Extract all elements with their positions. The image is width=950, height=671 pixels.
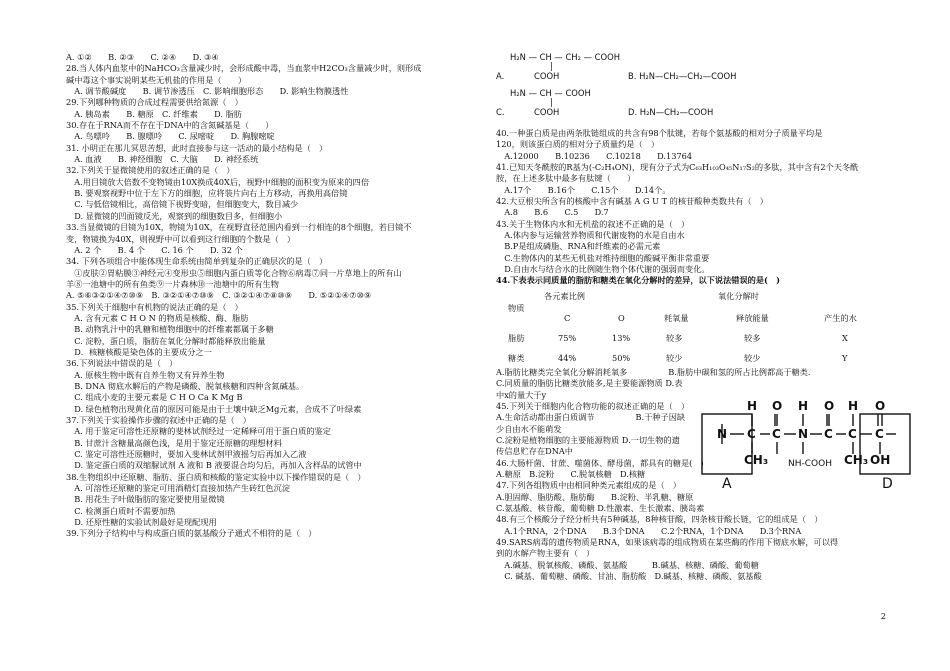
- q39-c-bottom: COOH: [534, 107, 560, 117]
- q39-a-label: A.: [496, 71, 505, 81]
- text-line: C.氨基酸、核苷酸、葡萄糖 D.性激素、生长激素、胰岛素: [496, 502, 705, 513]
- text-line: A. 用于鉴定可溶性还原糖的斐林试剂经过一定稀释可用于蛋白质的鉴定: [66, 426, 331, 437]
- text-line: 46.大肠杆菌、甘蔗、噬菌体、酵母菌，都具有的糖是( ): [496, 457, 704, 468]
- q39-b: B. H₂N—CH₂—CH₂—COOH: [628, 71, 737, 81]
- text-line: ①皮肤②胃粘膜③神经元④变形虫⑤细胞内蛋白质等化合物⑥病毒⑦同一片草地上的所有山: [66, 267, 402, 278]
- text-line: 37.下列关于实验操作步骤的叙述中正确的是（ ）: [66, 415, 251, 425]
- text-line: A. 鸟嘌呤 B. 腺嘌呤 C. 尿嘧啶 D. 胸腺嘧啶: [66, 131, 275, 142]
- text-line: A.生命活动都由蛋白质调节 B.干种子因缺: [496, 412, 686, 423]
- text-line: A.脂肪比糖类完全氧化分解消耗氧多 B.脂肪中碳和氢的所占比例都高于糖类.: [496, 366, 811, 377]
- text-line: A. 原核生物中既有自养生物又有异养生物: [66, 369, 225, 380]
- text-line: 33.当显微镜的目镜为10X，物镜为10X，在视野直径范围内看到一行相连的8个细胞，若目镜不: [66, 222, 412, 233]
- text-line: 中x的量大于y: [496, 389, 547, 400]
- text-line: 29.下列哪种物质的合成过程需要供给氮源（ ）: [66, 97, 243, 108]
- text-line: 少自由水不能萌发: [496, 423, 562, 434]
- text-line: 49.SARS病毒的遗传物质是RNA，如果该病毒的组成物质在某些酶的作用下彻底水解，可以得: [496, 536, 839, 547]
- text-line: 36.下列说法中错误的是（ ）: [66, 358, 178, 369]
- r2-oxygen: 较少: [666, 352, 683, 363]
- atom-h-3: H: [848, 399, 859, 413]
- q39-option-ab: H₂N — CH — CH₂ — COOH | COOH A. B. H₂N—CH₂—CH₂—COOH: [496, 52, 737, 81]
- text-line: D. 显微镜的凹面镜反光，观察到的细胞数目多，但细胞小: [66, 210, 283, 221]
- text-line: D.自由水与结合水的比例随生物个体代谢的强弱而变化。: [496, 264, 710, 275]
- text-line: A.12000 B.10236 C.10218 D.13764: [496, 150, 693, 161]
- text-line: C. 碱基、葡萄糖、磷酸、甘油、脂肪酸 D.碱基、核糖、磷酸、氨基酸: [496, 571, 762, 581]
- text-line: 45.下列关于细胞内化合物功能的叙述正确的是（ ）: [496, 400, 690, 411]
- label-a: A: [722, 476, 732, 492]
- text-line: A. 可溶性还原糖的鉴定可用酒精灯直接加热产生砖红色沉淀: [66, 483, 290, 494]
- text-line: 羊⑧一池塘中的所有鱼类⑨一片森林⑩一池塘中的所有生物: [66, 278, 279, 289]
- th-energy: 释放能量: [736, 312, 769, 323]
- atom-c-1: C: [747, 427, 756, 441]
- r1-c: 75%: [558, 332, 577, 343]
- text-line: 胺，在上述多肽中最多有肽键（ ）: [496, 173, 636, 184]
- text-line: A.17个 B.16个 C.15个 D.14个。: [496, 184, 671, 195]
- text-line: 39.下列分子结构中与构成蛋白质的氨基酸分子通式不相符的是（ ）: [66, 528, 317, 539]
- atom-o-2: O: [824, 399, 835, 413]
- text-line: A.体内参与运输营养物质和代谢废物的水是自由水: [496, 230, 685, 241]
- text-line: C. 鉴定可溶性还原糖时，要加入斐林试剂甲液摇匀后再加入乙液: [66, 449, 307, 460]
- text-line: 传信息贮存在DNA中: [496, 446, 573, 457]
- text-line: A. 调节酸碱度 B. 调节渗透压 C. 影响细胞形态 D. 影响生物膜透性: [66, 86, 349, 97]
- right-column: [496, 52, 906, 582]
- r1-o: 13%: [612, 332, 631, 343]
- text-line: C. 组成小麦的主要元素是 C H O Ca K Mg B: [66, 392, 243, 403]
- text-line: A.1个RNA，2个DNA B.3个DNA C.2个RNA，1个DNA D.3个RNA: [496, 525, 802, 536]
- text-line: A.碱基、脱氧核酸、磷酸、氨基酸 B.碱基、核糖、磷酸、葡萄糖: [496, 559, 759, 570]
- r1-oxygen: 较多: [666, 332, 683, 343]
- atom-c-2: C: [772, 427, 781, 441]
- text-line: B.P是组成磷脂、RNA和纤维素的必需元素: [496, 241, 661, 252]
- r1-name: 脂肪: [508, 332, 525, 343]
- q39-d: D. H₂N—CH₂—COOH: [628, 107, 714, 117]
- text-line: A. 2 个 B. 4 个 C. 16 个 D. 32 个: [66, 244, 243, 255]
- r2-energy: 较少: [744, 352, 761, 363]
- th-elements: 各元素比例: [544, 290, 585, 301]
- group-oh: OH: [870, 453, 891, 467]
- text-line: 30.存在于RNA而不存在于DNA中的含氮碱基是（ ）: [66, 120, 274, 131]
- text-line: A. ①② B. ②③ C. ②④ D. ③④: [66, 52, 219, 62]
- th-c: C: [564, 312, 571, 323]
- text-line: 41.已知天冬酰胺的R基为(-C₂H₄ON)，现有分子式为C₆₃H₁₀₃O₄₅N₁₇S₂的多肽，其中含有2个天冬酰: [496, 162, 859, 173]
- text-line: 34. 下列各项组合中能体现生命系统由简单到复杂的正确层次的是（ ）: [66, 256, 328, 267]
- text-line: 31. 小明正在那儿冥思苦想，此时直接参与这一活动的最小结构是（ ）: [66, 142, 328, 153]
- text-line: A.用目镜放大倍数不变物镜由10X换成40X后，视野中细胞的面积变为原来的四倍: [66, 176, 370, 187]
- label-d: D: [882, 476, 893, 492]
- text-line: 38.生物组织中还原糖、脂肪、蛋白质和核酸的鉴定实验中以下操作错误的是（ ）: [66, 471, 366, 482]
- th-substance: 物质: [508, 302, 525, 313]
- right-middle-questions: [496, 128, 906, 275]
- text-line: D. 还原性糖的实验试剂最好是现配现用: [66, 517, 217, 528]
- text-line: D. 鉴定蛋白质的双缩脲试剂 A 液和 B 液要混合均匀后，再加入含样品的试管中: [66, 460, 362, 471]
- text-line: 120，则该蛋白质的相对分子质量约是（ ）: [496, 139, 660, 150]
- text-line: B. 动物乳汁中的乳糖和植物细胞中的纤维素都属于多糖: [66, 324, 274, 335]
- text-line: C. 与低倍镜相比，高倍镜下视野变暗，但细胞变大，数目减少: [66, 199, 299, 210]
- atom-h-1: H: [747, 399, 758, 413]
- r2-water: Y: [842, 352, 848, 363]
- group-ch3-2: CH₃: [844, 453, 869, 467]
- text-line: 32.下列关于显微镜使用的叙述正确的是（ ）: [66, 165, 235, 176]
- q44-table: [496, 287, 906, 365]
- group-nh-cooh: NH-COOH: [788, 459, 832, 469]
- text-line: C. 检测蛋白质时不需要加热: [66, 505, 176, 516]
- atom-h-2: H: [798, 399, 809, 413]
- page-number: 2: [880, 612, 886, 621]
- text-line: 28.当人体内血浆中的NaHCO₃含量减少时，会形成酸中毒，当血浆中H2CO₃含量减少时，则形成: [66, 63, 422, 74]
- th-o: O: [618, 312, 625, 323]
- left-column: [66, 52, 476, 540]
- text-line: 43.关于生物体内水和无机盐的叙述不正确的是（ ）: [496, 218, 690, 229]
- q44-stem: 44.下表表示同质量的脂肪和糖类在氧化分解时的差异，以下说法错误的是( ): [496, 275, 780, 286]
- text-line: A.8 B.6 C.5 D.7: [496, 207, 609, 218]
- q39-c-label: C.: [496, 107, 505, 117]
- text-line: B. 甘蔗汁含糖量高颜色浅，是用于鉴定还原糖的理想材料: [66, 437, 282, 448]
- atom-n-2: N: [798, 427, 809, 441]
- group-ch3-1: CH₃: [744, 453, 769, 467]
- text-line: A.胆固醇、脂肪酸、脂肪酶 B.淀粉、半乳糖、糖原: [496, 491, 694, 502]
- text-line: 碱中毒这个事实说明某些无机盐的作用是（ ）: [66, 74, 247, 85]
- text-line: B. 用花生子叶做脂肪的鉴定要使用显微镜: [66, 494, 225, 505]
- text-line: A. ⑤⑥③②①④⑦⑩⑨ B. ③②①④⑦⑩⑨ C. ③②①④⑦⑧⑩⑨ D. ⑤②①④⑦⑩⑨: [66, 290, 372, 301]
- text-line: 42.大豆根尖所含有的核酸中含有碱基 A G U T 的核苷酸种类数共有（ ）: [496, 196, 768, 207]
- text-line: C.生物体内的某些无机盐对维持细胞的酸碱平衡非常重要: [496, 252, 710, 263]
- text-line: 到的水解产物主要有（ ）: [496, 548, 595, 559]
- text-line: B. 要观察视野中位于左下方的细胞，应将装片向右上方移动，再换用高倍镜: [66, 188, 348, 199]
- th-water: 产生的水: [824, 312, 857, 323]
- text-line: C. 淀粉，蛋白质，脂肪在氧化分解时都能释放出能量: [66, 335, 266, 346]
- r2-name: 糖类: [508, 352, 525, 363]
- atom-o-1: O: [772, 399, 783, 413]
- q39-option-cd: H₂N — CH — COOH | COOH C. D. H₂N—CH₂—COOH: [496, 88, 714, 117]
- text-line: 35.下列关于细胞中有机物的说法正确的是（ ）: [66, 301, 243, 312]
- th-oxidation: 氧化分解时: [718, 290, 759, 301]
- text-line: A. 含有元素 C H O N 的物质是核酸、酶、脂肪: [66, 312, 249, 323]
- text-line: 变，物镜换为40X，则视野中可以看到这行细胞的个数是（ ）: [66, 233, 296, 244]
- r1-energy: 较多: [744, 332, 761, 343]
- r2-o: 50%: [612, 352, 631, 363]
- text-line: A. 血液 B. 神经细胞 C. 大脑 D. 神经系统: [66, 154, 259, 165]
- q39-c-top: H₂N — CH — COOH: [510, 88, 591, 98]
- text-line: 47.下列各组物质中由相同种类元素组成的是（ ）: [496, 480, 681, 491]
- text-line: A.糖原 B.淀粉 C.脱氧核糖 D.核糖: [496, 468, 646, 479]
- q39-a-top: H₂N — CH — CH₂ — COOH: [510, 52, 620, 62]
- atom-c-5: C: [875, 427, 884, 441]
- th-oxygen: 耗氧量: [664, 312, 689, 323]
- r1-water: X: [842, 332, 848, 343]
- text-line: B. DNA 彻底水解后的产物是磷酸、脱氧核糖和四种含氮碱基。: [66, 380, 305, 391]
- text-line: A. 胰岛素 B. 糖原 C. 纤维素 D. 脂肪: [66, 108, 242, 119]
- atom-n-1: N: [717, 427, 728, 441]
- text-line: C.淀粉是植物细胞的主要能源物质 D.一切生物的遗: [496, 434, 680, 445]
- text-line: C.同质量的脂肪比糖类放能多,是主要能源物质 D.表: [496, 378, 683, 389]
- r2-c: 44%: [558, 352, 577, 363]
- atom-c-4: C: [848, 427, 857, 441]
- text-line: D. 绿色植物出现黄化苗的原因可能是由于土壤中缺乏Mg元素，合成不了叶绿素: [66, 403, 362, 414]
- atom-o-3: O: [875, 399, 886, 413]
- text-line: D．核糖核酸是染色体的主要成分之一: [66, 346, 212, 357]
- atom-c-3: C: [824, 427, 833, 441]
- peptide-structure-figure: [700, 392, 915, 492]
- text-line: 48.有三个核酸分子经分析共有5种碱基，8种核苷酸，四条核苷酸长链，它的组成是（ ）: [496, 514, 823, 525]
- text-line: 40.一种蛋白质是由两条肽链组成的共含有98个肽键，若每个氨基酸的相对分子质量平均是: [496, 128, 823, 138]
- q39-a-bottom: COOH: [534, 71, 560, 81]
